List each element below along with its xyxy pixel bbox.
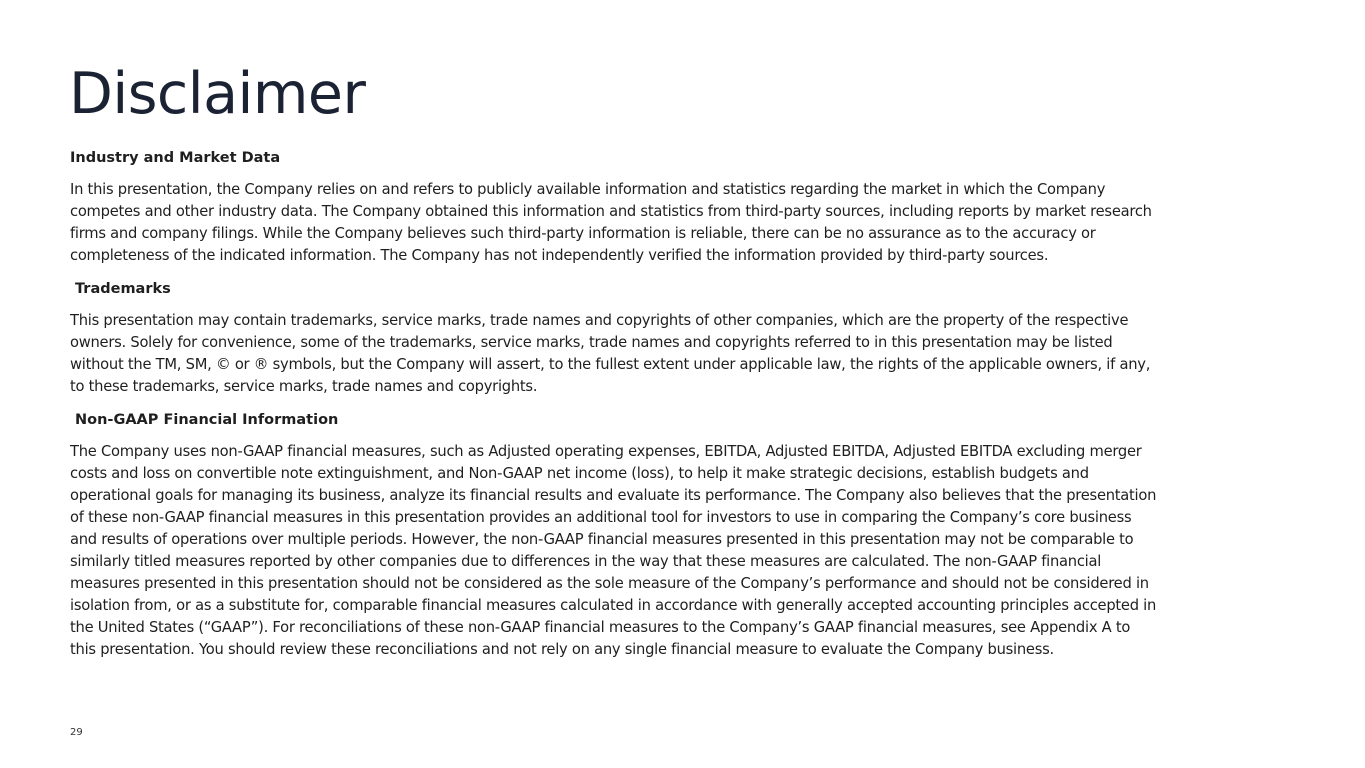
section-heading: Trademarks bbox=[75, 281, 171, 297]
page-title: Disclaimer bbox=[69, 61, 366, 127]
section-body: In this presentation, the Company relies on and refers to publicly available information and statistics regarding the market in which the Company competes and other industry data. The Company obtained this information and statistics from third-party sources, including reports by market research firms and company filings. While the Company believes such third-party information is reliable, there can be no assurance as to the accuracy or completeness of the indicated information. The Company has not independently verified the information provided by third-party sources. bbox=[70, 181, 1152, 264]
section-industry-market-data bbox=[70, 147, 1160, 267]
section-body: The Company uses non-GAAP financial measures, such as Adjusted operating expenses, EBITDA, Adjusted EBITDA, Adjusted EBITDA excluding merger costs and loss on convertible note extinguishment, and Non-GAAP net income (loss), to help it make strategic decisions, establish budgets and operational goals for managing its business, analyze its financial results and evaluate its performance. The Company also believes that the presentation of these non-GAAP financial measures in this presentation provides an additional tool for investors to use in comparing the Company’s core business and results of operations over multiple periods. However, the non-GAAP financial measures presented in this presentation may not be comparable to similarly titled measures reported by other companies due to differences in the way that these measures are calculated. The non-GAAP financial measures presented in this presentation should not be considered as the sole measure of the Company’s performance and should not be considered in isolation from, or as a substitute for, comparable financial measures calculated in accordance with generally accepted accounting principles accepted in the United States (“GAAP”). For reconciliations of these non-GAAP financial measures to the Company’s GAAP financial measures, see Appendix A to this presentation. You should review these reconciliations and not rely on any single financial measure to evaluate the Company business. bbox=[70, 443, 1157, 658]
section-non-gaap bbox=[70, 409, 1160, 661]
section-trademarks bbox=[70, 278, 1160, 398]
section-heading: Non-GAAP Financial Information bbox=[75, 412, 339, 428]
page-number: 29 bbox=[70, 727, 83, 738]
section-body: This presentation may contain trademarks, service marks, trade names and copyrights of other companies, which are the property of the respective owners. Solely for convenience, some of the trademarks, service marks, trade names and copyrights referred to in this presentation may be listed without the TM, SM, © or ® symbols, but the Company will assert, to the fullest extent under applicable law, the rights of the applicable owners, if any, to these trademarks, service marks, trade names and copyrights. bbox=[70, 312, 1151, 395]
disclaimer-content bbox=[70, 147, 1160, 672]
section-heading: Industry and Market Data bbox=[70, 150, 281, 166]
